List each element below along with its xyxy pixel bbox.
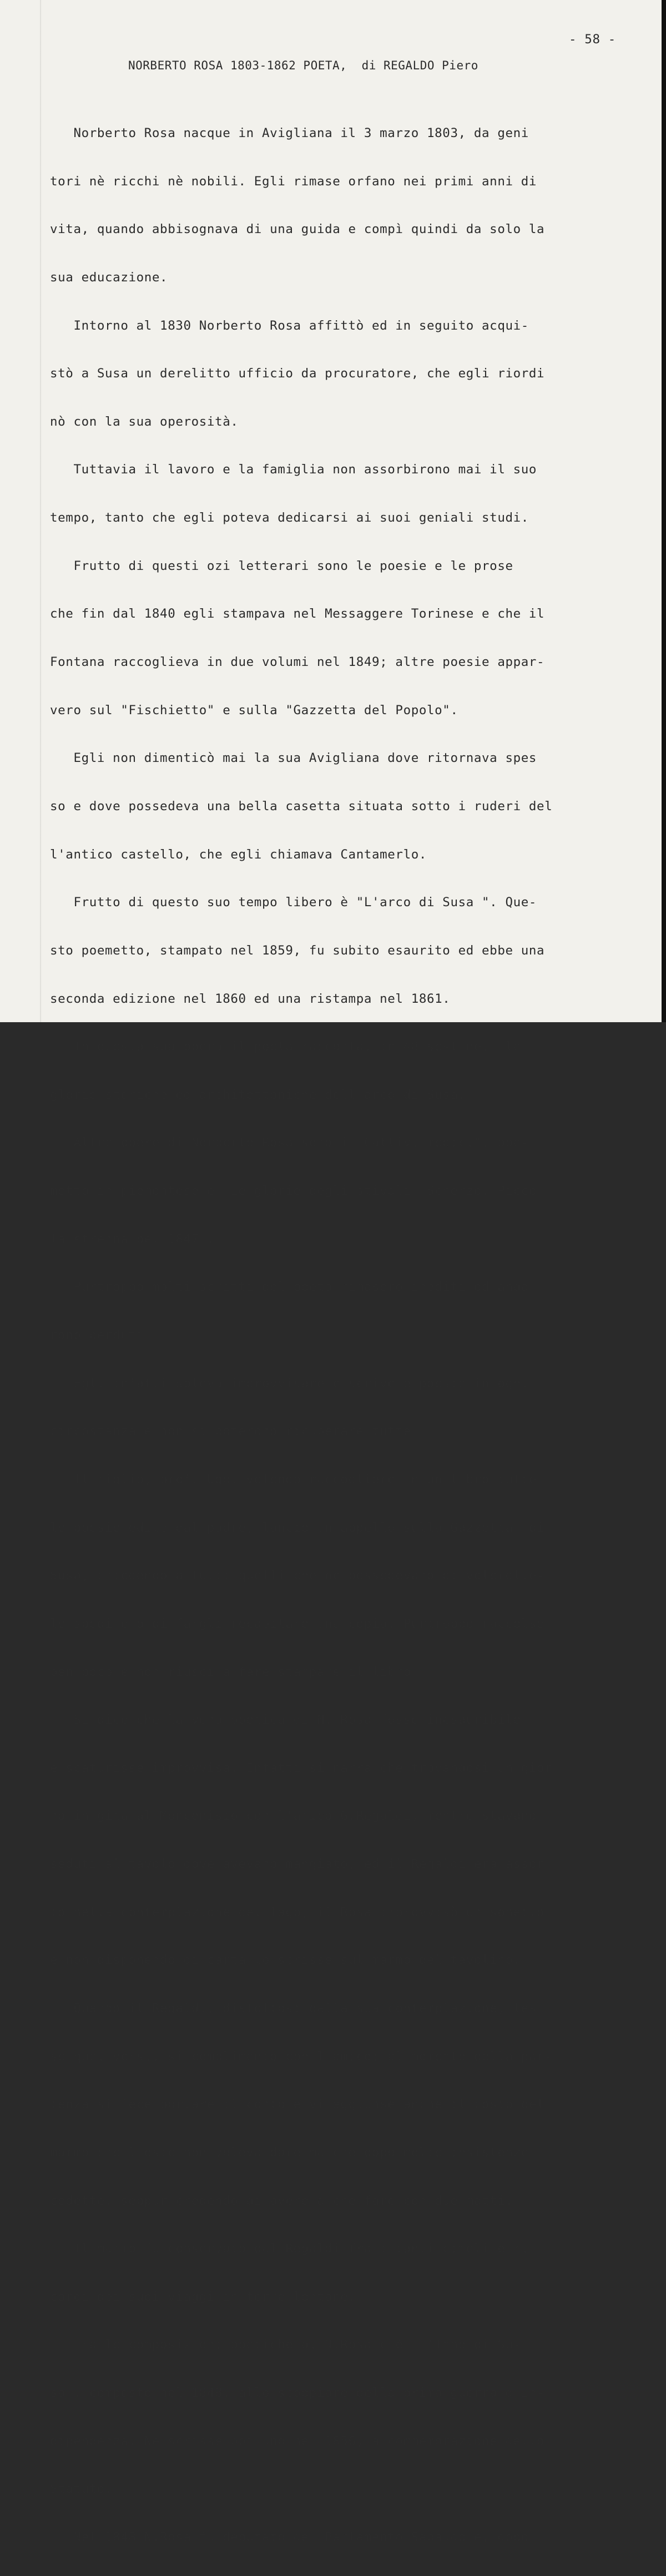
text-line: vero sul "Fischietto" e sulla "Gazzetta del Popolo". — [50, 703, 458, 718]
text-line: sa", composto nel 1848, allo scoppiare della prima guerra d'In- — [50, 2386, 545, 2401]
text-line: Susa, chiedendo a tutti quelli che ne possedevano di volerglie- — [50, 1568, 545, 1583]
text-line: se quei versi, si complimentò con l'amico; al momento della par- — [50, 2049, 553, 2064]
text-line: Statuto. — [50, 2482, 113, 2497]
text-line: nò con la sua operosità. — [50, 414, 239, 429]
text-line: l'antico castello, che egli chiamava Cantamerlo. — [50, 847, 427, 862]
text-line: Altre opere di Norberto Rosa sono i "Cattivi medici", poe- — [50, 1135, 529, 1150]
text-line: to nella contemplazione del lago, il Rosa improvvisò un sonetto — [50, 1905, 545, 1920]
text-line: che fin dal 1840 egli stampava nel Messaggere Torinese e che il — [50, 607, 545, 622]
text-line: Purtroppo molti scritti del poeta rimasero inediti od anda — [50, 1280, 529, 1295]
text-line: sua educazione. — [50, 270, 168, 285]
text-line: e scaturisse improvvisa. Infatti si narra che trovandosi un gior — [50, 1760, 553, 1775]
text-line: rono perduti. — [50, 1328, 152, 1343]
text-line: Intorno al 1830 Norberto Rosa affittò ed in seguito acqui- — [50, 318, 529, 333]
text-line: no in gita al Moncenisio con l'amico G.Regaldi, mentre stavano — [50, 1809, 537, 1824]
text-line: Il figlio, prof. Ugo, volendo raccogliere in un libro tutte — [50, 1472, 537, 1487]
text-line: tenza si fece portare il conto e vi aggiunse anche il costo del — [50, 2097, 545, 2112]
scan-shadow — [40, 0, 42, 1022]
text-line: Norberto Rosa nacque in Avigliana il 3 marzo 1803, da geni — [50, 126, 529, 140]
text-line: vita, quando abbisognava di una guida e compì quindi da solo la — [50, 222, 545, 237]
text-line: marmo che l'oste non voleva dare ma che dopo molte insistenze — [50, 2145, 529, 2160]
text-line: le spedire o di fargli recapitare una copia. Purtroppo raccolse — [50, 1616, 545, 1631]
text-line: seconda edizione nel 1860 ed una ristampa nel 1861. — [50, 991, 451, 1006]
scan-edge — [662, 0, 666, 1022]
text-line: Egli non dimenticò mai la sua Avigliana dove ritornava spes — [50, 751, 537, 766]
text-line: e non disponendo di carta lo scrisse sul marmo del tavolino. — [50, 1953, 521, 1968]
text-line: tori nè ricchi nè nobili. Egli rimase orfano nei primi anni di — [50, 174, 537, 189]
text-line: Frutto di questo suo tempo libero è "L'arco di Susa ". Que- — [50, 895, 537, 910]
text-line: la strenna pel 1847". — [50, 1231, 215, 1246]
text-line: ben poco e non riuscì a fare stampare il libro. — [50, 1664, 419, 1679]
text-line: so e dove possedeva una bella casetta situata sotto i ruderi del — [50, 799, 553, 814]
text-line: sto poemetto, stampato nel 1859, fu subito esaurito ed ebbe una — [50, 943, 545, 958]
page-number: - 58 - — [569, 32, 616, 47]
text-line: Fontana raccoglieva in due volumi nel 1849; altre poesie appar- — [50, 655, 545, 670]
text-line: cedette, seppur credendo di avere a che fare con due matti. — [50, 2193, 513, 2208]
text-line: metto in piemontese e "Le glorie degli stivali. Scherzo. Picco- — [50, 1184, 545, 1199]
text-line: Si dice che la vena poetica di N. Rosa fosse inesauribile — [50, 1713, 521, 1728]
text-line: In questa sua opera il poeta racconta, in 48 sestine, le — [50, 1039, 521, 1054]
document-body — [50, 95, 552, 2576]
text-line: Tuttavia il lavoro e la famiglia non assorbirono mai il suo — [50, 462, 537, 477]
text-line: Fra le composizioni poetiche di N.Rosa c'è "L'Inno di Su- — [50, 2337, 521, 2352]
text-line: dipendenza. Ne scrisse poi uno nel 1856, a commemorazione dello — [50, 2433, 545, 2448]
text-line: tempo, tanto che egli poteva dedicarsi ai suoi geniali studi. — [50, 511, 529, 526]
text-line: Nel 1848 N.Rosa fu deputato del Parlamento Sabaudo e, dopo — [50, 2530, 529, 2545]
text-line: Quando il Regaldi, distoltosi dalla sua contemplazione, les — [50, 2001, 537, 2016]
text-line: cordi dei suoi viaggi in terre lontane. — [50, 2289, 356, 2304]
text-line: Egli infatti soleva improvvisare e scrivere poesie in ogni — [50, 1376, 529, 1391]
text-line: Frutto di questi ozi letterari sono le poesie e le prose — [50, 558, 513, 573]
text-line: circostanza e non si poterono ricuperare tutte. — [50, 1424, 419, 1439]
document-title: NORBERTO ROSA 1803-1862 POETA, di REGALDO Piero — [128, 59, 478, 72]
text-line: stò a Susa un derelitto ufficio da procuratore, che egli riordi — [50, 366, 545, 381]
text-line: glorie storiche ed architettoniche dell'arco di Susa. — [50, 1087, 466, 1102]
text-line: le poesie edite dal padre, lanciò un appello sulla Gazzetta di — [50, 1520, 545, 1535]
text-line: Il marmo fu conservato dal Regaldi fra i tanti cimeli e ri — [50, 2241, 529, 2256]
text-line: seduti al tavolo dove avevano mangiato, ed il Regaldi era assor- — [50, 1857, 553, 1872]
